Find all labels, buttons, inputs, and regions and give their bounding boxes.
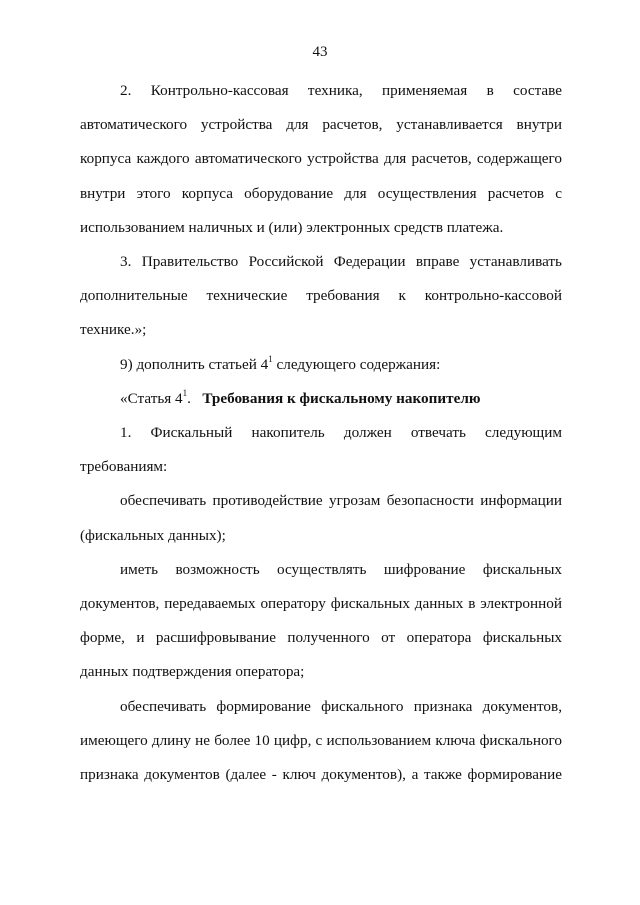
text-line: (фискальных данных); <box>80 526 226 544</box>
text-line: обеспечивать противодействие угрозам безопасности информации <box>120 492 562 510</box>
text-line: 2. Контрольно-кассовая техника, применяемая в составе <box>120 82 562 99</box>
page-number: 43 <box>312 44 328 60</box>
text-line: признака документов (далее - ключ документов), а также формирование <box>80 766 562 784</box>
text-line: 1. Фискальный накопитель должен отвечать следующим <box>120 424 562 442</box>
text-line: 3. Правительство Российской Федерации вправе устанавливать <box>120 253 562 271</box>
superscript: 1 <box>182 387 188 398</box>
text-line: данных подтверждения оператора; <box>80 663 305 681</box>
amendment-line <box>80 348 562 382</box>
document-body <box>80 74 562 792</box>
text-line: дополнительные технические требования к контрольно-кассовой <box>80 287 562 305</box>
article-heading <box>80 382 562 416</box>
amendment-text: 9) дополнить статьей 4 <box>120 355 269 373</box>
text-line: имеющего длину не более 10 цифр, с использованием ключа фискального <box>80 731 562 749</box>
amendment-text-tail: следующего содержания: <box>272 355 441 373</box>
article-title: Требования к фискальному накопителю <box>202 389 481 407</box>
text-line: технике.»; <box>80 321 147 339</box>
superscript: 1 <box>268 353 273 364</box>
article-dot: . <box>187 389 191 407</box>
text-line: документов, передаваемых оператору фискальных данных в электронной <box>80 595 562 613</box>
article-prefix: «Статья 4 <box>120 389 183 407</box>
text-line: требованиям: <box>80 458 168 476</box>
text-line: форме, и расшифровывание полученного от оператора фискальных <box>80 629 562 647</box>
text-line: использованием наличных и (или) электронных средств платежа. <box>80 218 504 236</box>
text-line: внутри этого корпуса оборудование для осуществления расчетов с <box>80 184 562 202</box>
text-line: корпуса каждого автоматического устройства для расчетов, содержащего <box>80 150 562 168</box>
text-line: обеспечивать формирование фискального признака документов, <box>120 697 562 715</box>
text-line: иметь возможность осуществлять шифрование фискальных <box>120 560 562 578</box>
text-line: автоматического устройства для расчетов, устанавливается внутри <box>80 116 562 134</box>
